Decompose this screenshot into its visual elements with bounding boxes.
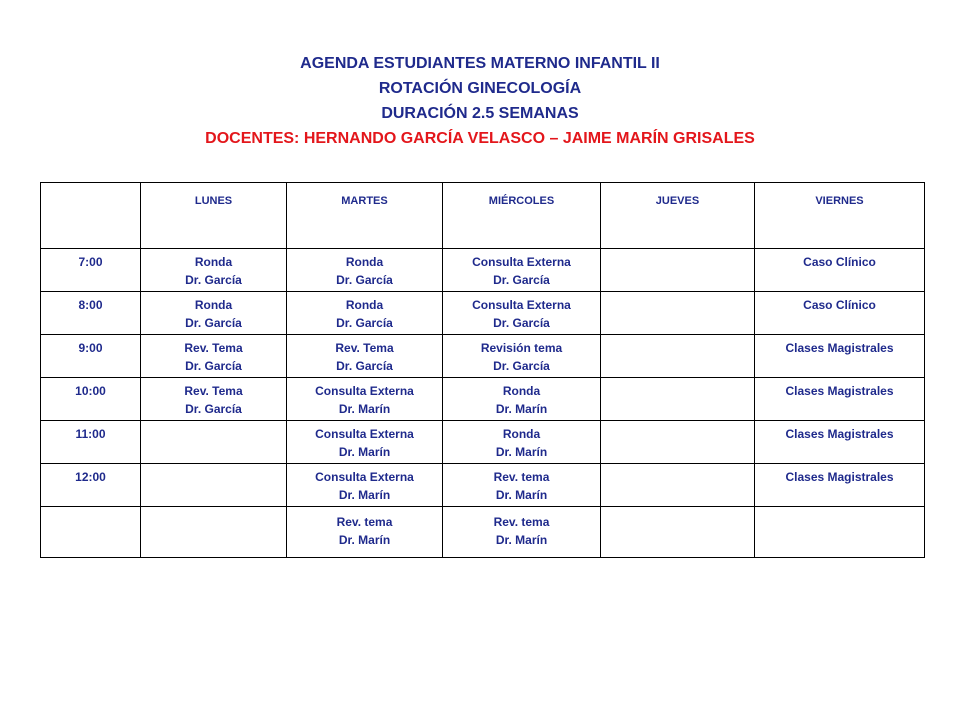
table-header-row	[41, 183, 925, 249]
time-cell: 12:00	[41, 464, 141, 507]
activity-label: Ronda	[194, 298, 233, 312]
doctor-label: Dr. García	[493, 359, 550, 373]
schedule-cell	[601, 292, 755, 335]
schedule-cell	[601, 507, 755, 558]
schedule-body	[41, 249, 925, 558]
schedule-cell	[755, 464, 925, 507]
activity-label: Rev. Tema	[335, 341, 394, 355]
schedule-cell	[755, 421, 925, 464]
schedule-cell	[141, 292, 287, 335]
doctor-label: Dr. García	[185, 402, 242, 416]
activity-label: Revisión tema	[480, 341, 563, 355]
activity-label: Ronda	[502, 427, 541, 441]
schedule-cell	[443, 507, 601, 558]
doctor-label: Dr. Marín	[338, 533, 391, 547]
table-row	[41, 378, 925, 421]
header-cell-corner	[41, 183, 141, 249]
schedule-cell	[443, 421, 601, 464]
schedule-cell	[443, 249, 601, 292]
activity-label: Clases Magistrales	[785, 384, 894, 398]
activity-label: Consulta Externa	[315, 470, 414, 484]
schedule-cell	[141, 421, 287, 464]
schedule-cell	[141, 507, 287, 558]
header-cell-viernes: VIERNES	[755, 183, 925, 249]
schedule-cell	[443, 464, 601, 507]
activity-label: Rev. tema	[493, 515, 550, 529]
activity-label: Caso Clínico	[803, 298, 876, 312]
doctor-label: Dr. García	[336, 359, 393, 373]
schedule-cell	[755, 378, 925, 421]
table-row	[41, 464, 925, 507]
schedule-cell	[755, 292, 925, 335]
schedule-cell	[141, 378, 287, 421]
time-cell: 8:00	[41, 292, 141, 335]
schedule-cell	[141, 335, 287, 378]
schedule-cell	[287, 335, 443, 378]
schedule-cell	[287, 507, 443, 558]
schedule-cell	[601, 335, 755, 378]
doctor-label: Dr. Marín	[338, 488, 391, 502]
header-cell-martes: MARTES	[287, 183, 443, 249]
doctor-label: Dr. García	[185, 273, 242, 287]
time-cell: 7:00	[41, 249, 141, 292]
doctor-label: Dr. García	[336, 316, 393, 330]
schedule-cell	[755, 249, 925, 292]
schedule-cell	[287, 292, 443, 335]
table-row	[41, 249, 925, 292]
doctor-label: Dr. García	[185, 316, 242, 330]
activity-label: Rev. Tema	[184, 341, 243, 355]
schedule-cell	[755, 507, 925, 558]
schedule-cell	[141, 249, 287, 292]
activity-label: Consulta Externa	[315, 384, 414, 398]
schedule-cell	[287, 249, 443, 292]
activity-label: Rev. tema	[336, 515, 393, 529]
activity-label: Caso Clínico	[803, 255, 876, 269]
activity-label: Clases Magistrales	[785, 427, 894, 441]
header-title: AGENDA ESTUDIANTES MATERNO INFANTIL II	[300, 55, 660, 72]
schedule-cell	[287, 378, 443, 421]
schedule-cell	[287, 464, 443, 507]
schedule-cell	[601, 378, 755, 421]
schedule-cell	[443, 292, 601, 335]
schedule-cell	[443, 335, 601, 378]
schedule-cell	[443, 378, 601, 421]
doctor-label: Dr. García	[185, 359, 242, 373]
activity-label: Clases Magistrales	[785, 341, 894, 355]
schedule-cell	[601, 464, 755, 507]
header-cell-jueves: JUEVES	[601, 183, 755, 249]
doctor-label: Dr. Marín	[495, 533, 548, 547]
activity-label: Ronda	[345, 298, 384, 312]
activity-label: Ronda	[345, 255, 384, 269]
schedule-cell	[755, 335, 925, 378]
schedule-cell	[141, 464, 287, 507]
doctor-label: Dr. García	[493, 316, 550, 330]
doctor-label: Dr. Marín	[338, 402, 391, 416]
schedule-cell	[601, 249, 755, 292]
doctor-label: Dr. García	[493, 273, 550, 287]
doctor-label: Dr. Marín	[495, 402, 548, 416]
activity-label: Clases Magistrales	[785, 470, 894, 484]
header-duration: DURACIÓN 2.5 SEMANAS	[381, 105, 579, 122]
doctor-label: Dr. Marín	[495, 445, 548, 459]
time-cell	[41, 507, 141, 558]
time-cell: 11:00	[41, 421, 141, 464]
schedule-cell	[601, 421, 755, 464]
document-header	[0, 51, 960, 151]
schedule-table	[40, 182, 925, 558]
activity-label: Consulta Externa	[472, 255, 571, 269]
header-cell-miercoles: MIÉRCOLES	[443, 183, 601, 249]
activity-label: Rev. Tema	[184, 384, 243, 398]
doctor-label: Dr. Marín	[495, 488, 548, 502]
header-cell-lunes: LUNES	[141, 183, 287, 249]
table-row	[41, 507, 925, 558]
time-cell: 10:00	[41, 378, 141, 421]
header-rotation: ROTACIÓN GINECOLOGÍA	[378, 80, 582, 97]
table-row	[41, 292, 925, 335]
doctor-label: Dr. Marín	[338, 445, 391, 459]
schedule-cell	[287, 421, 443, 464]
table-row	[41, 335, 925, 378]
time-cell: 9:00	[41, 335, 141, 378]
doctor-label: Dr. García	[336, 273, 393, 287]
activity-label: Ronda	[502, 384, 541, 398]
table-row	[41, 421, 925, 464]
activity-label: Consulta Externa	[472, 298, 571, 312]
activity-label: Ronda	[194, 255, 233, 269]
header-docentes: DOCENTES: HERNANDO GARCÍA VELASCO – JAIME MARÍN GRISALES	[205, 130, 755, 147]
activity-label: Rev. tema	[493, 470, 550, 484]
activity-label: Consulta Externa	[315, 427, 414, 441]
